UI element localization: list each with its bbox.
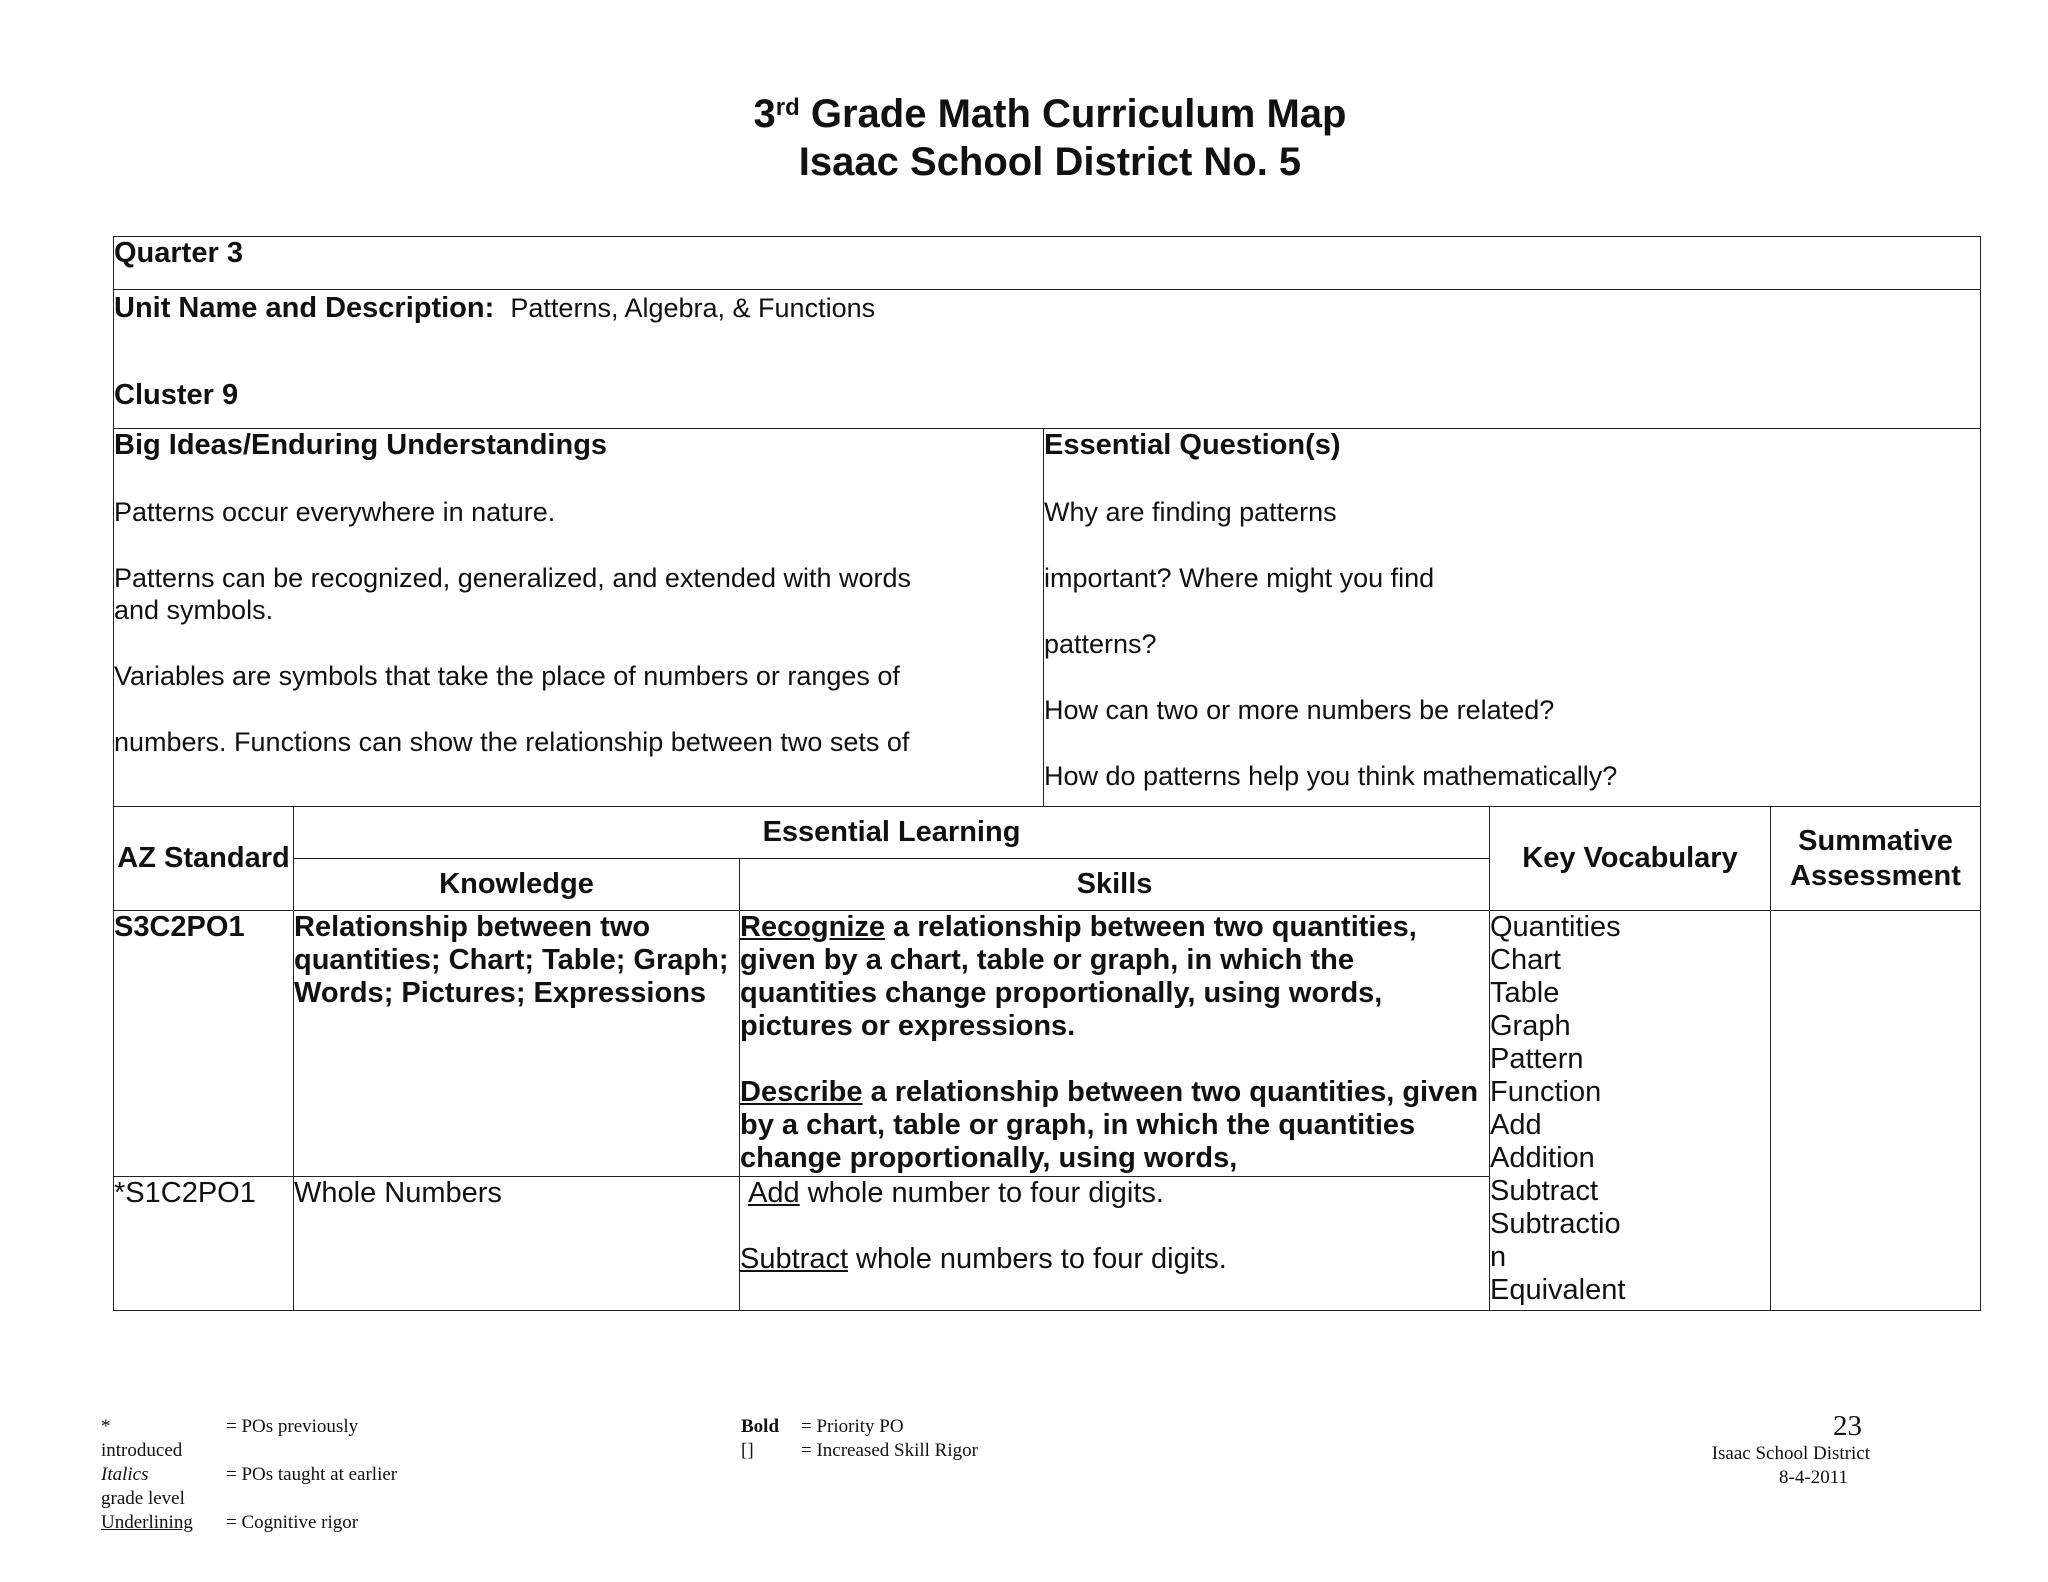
vocab-item: Add	[1490, 1109, 1542, 1141]
vocab-item: Quantities	[1490, 911, 1621, 943]
question-line-1: Why are finding patterns	[1044, 497, 1337, 527]
skill-verb-describe: Describe	[740, 1076, 863, 1108]
question-line-3: patterns?	[1044, 629, 1157, 659]
table-row	[114, 911, 1981, 1177]
legend-bold: Bold = Priority PO	[741, 1416, 904, 1437]
big-ideas-heading: Big Ideas/Enduring Understandings	[114, 429, 608, 461]
quarter-label: Quarter 3	[114, 237, 243, 269]
legend-italics: Italics = POs taught at earlier grade level	[101, 1464, 398, 1509]
vocab-item: Addition	[1490, 1142, 1595, 1174]
footer-legend-right	[741, 1415, 1041, 1463]
vocab-item: Equivalent	[1490, 1274, 1626, 1306]
knowledge-cell: Relationship between two quantities; Chart; Table; Graph; Words; Pictures; Expressions	[294, 911, 740, 1177]
standard-cell: *S1C2PO1	[114, 1177, 294, 1311]
vocab-item: Chart	[1490, 944, 1561, 976]
vocab-item: Function	[1490, 1076, 1602, 1108]
curriculum-map-frame	[113, 236, 1980, 1310]
unit-cell	[114, 290, 1981, 429]
legend-brackets: [] = Increased Skill Rigor	[741, 1440, 978, 1461]
vocab-item: Subtractio	[1490, 1208, 1621, 1240]
quarter-cell	[114, 237, 1981, 290]
skill-verb-recognize: Recognize	[740, 911, 886, 943]
az-standard-header: AZ Standard	[114, 807, 294, 911]
footer-page-info	[1640, 1410, 1870, 1490]
document-title	[0, 90, 2048, 186]
question-line-4: How can two or more numbers be related?	[1044, 695, 1555, 725]
big-idea-1: Patterns occur everywhere in nature.	[114, 497, 556, 527]
legend-underline: Underlining = Cognitive rigor	[101, 1512, 359, 1533]
legend-star: * = POs previously introduced	[101, 1416, 359, 1461]
skill-verb-add: Add	[748, 1177, 800, 1209]
footer-district: Isaac School District	[1711, 1443, 1870, 1464]
essential-learning-header: Essential Learning	[294, 807, 1490, 859]
footer-legend-left	[101, 1415, 431, 1535]
question-line-2: important? Where might you find	[1044, 563, 1435, 593]
big-ideas-cell	[114, 429, 1044, 807]
title-district: Isaac School District No. 5	[798, 140, 1302, 184]
essential-questions-heading: Essential Question(s)	[1044, 429, 1341, 461]
vocab-item: Table	[1490, 977, 1560, 1009]
big-idea-4: numbers. Functions can show the relationship between two sets of	[114, 727, 910, 757]
vocab-item: Graph	[1490, 1010, 1571, 1042]
skill-verb-subtract: Subtract	[740, 1243, 848, 1275]
curriculum-map-table	[113, 236, 1981, 1311]
summative-assessment-cell	[1771, 911, 1981, 1311]
unit-label: Unit Name and Description:	[114, 292, 495, 324]
footer-date: 8-4-2011	[1779, 1467, 1848, 1488]
key-vocabulary-header: Key Vocabulary	[1490, 807, 1771, 911]
vocab-item: n	[1490, 1241, 1507, 1273]
cluster-label: Cluster 9	[114, 379, 239, 411]
vocab-item: Pattern	[1490, 1043, 1584, 1075]
knowledge-header: Knowledge	[294, 859, 740, 911]
skills-header: Skills	[740, 859, 1490, 911]
title-line-1: 3rd Grade Math Curriculum Map	[753, 92, 1347, 136]
skills-cell: Recognize a relationship between two quantities, given by a chart, table or graph, in which the quantities change proportionally, using words, pictures or expressions. Describe a relationship between two quantities, given by a chart, table or graph, in which the quantities change proportionally, using words,	[740, 911, 1490, 1177]
big-idea-3: Variables are symbols that take the place of numbers or ranges of	[114, 661, 900, 691]
page-number: 23	[1833, 1410, 1862, 1442]
unit-value: Patterns, Algebra, & Functions	[510, 293, 876, 323]
question-line-5: How do patterns help you think mathematically?	[1044, 761, 1618, 791]
summative-assessment-header: Summative Assessment	[1771, 807, 1981, 911]
essential-questions-cell	[1044, 429, 1981, 807]
big-idea-2: Patterns can be recognized, generalized, and extended with words and symbols.	[114, 563, 912, 625]
knowledge-cell: Whole Numbers	[294, 1177, 740, 1311]
skills-cell: Add whole number to four digits. Subtract whole numbers to four digits.	[740, 1177, 1490, 1311]
vocab-item: Subtract	[1490, 1175, 1598, 1207]
standard-cell: S3C2PO1	[114, 911, 294, 1177]
key-vocabulary-cell	[1490, 911, 1771, 1311]
